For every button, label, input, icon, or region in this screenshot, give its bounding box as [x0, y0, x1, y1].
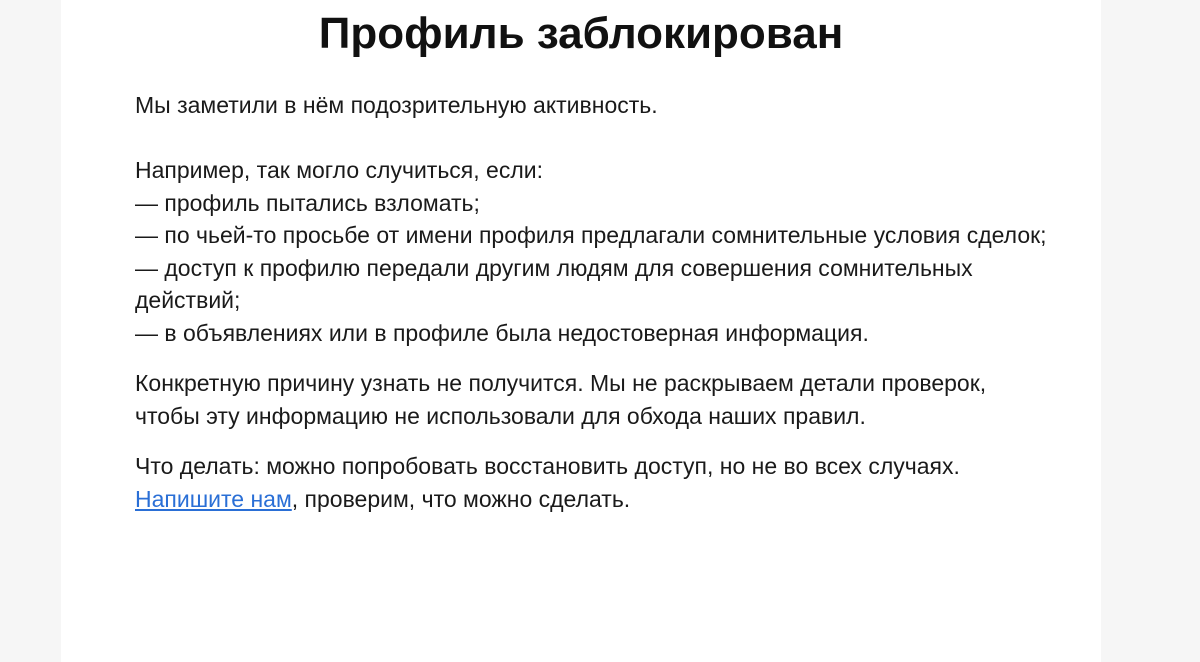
list-item: — доступ к профилю передали другим людям для совершения сомнительных действий;	[135, 254, 973, 313]
message-body	[135, 89, 1055, 515]
reason-text: Конкретную причину узнать не получится. Мы не раскрываем детали проверок, чтобы эту информацию не использовали для обхода наших правил.	[135, 370, 987, 429]
action-text: Что делать: можно попробовать восстановить доступ, но не во всех случаях.	[135, 453, 960, 479]
page-title: Профиль заблокирован	[318, 9, 844, 58]
list-item: — в объявлениях или в профиле была недостоверная информация.	[135, 319, 869, 346]
page-container	[61, 0, 1101, 662]
action-suffix: , проверим, что можно сделать.	[291, 485, 631, 512]
contact-us-link[interactable]: Напишите нам	[135, 485, 292, 512]
list-item: — по чьей-то просьбе от имени профиля предлагали сомнительные условия сделок;	[135, 222, 1047, 248]
list-heading: Например, так могло случиться, если:	[135, 157, 543, 183]
list-item: — профиль пытались взломать;	[135, 189, 480, 216]
intro-text: Мы заметили в нём подозрительную активность.	[135, 92, 658, 118]
action-paragraph	[135, 450, 1055, 515]
reasons-list	[135, 154, 1055, 349]
